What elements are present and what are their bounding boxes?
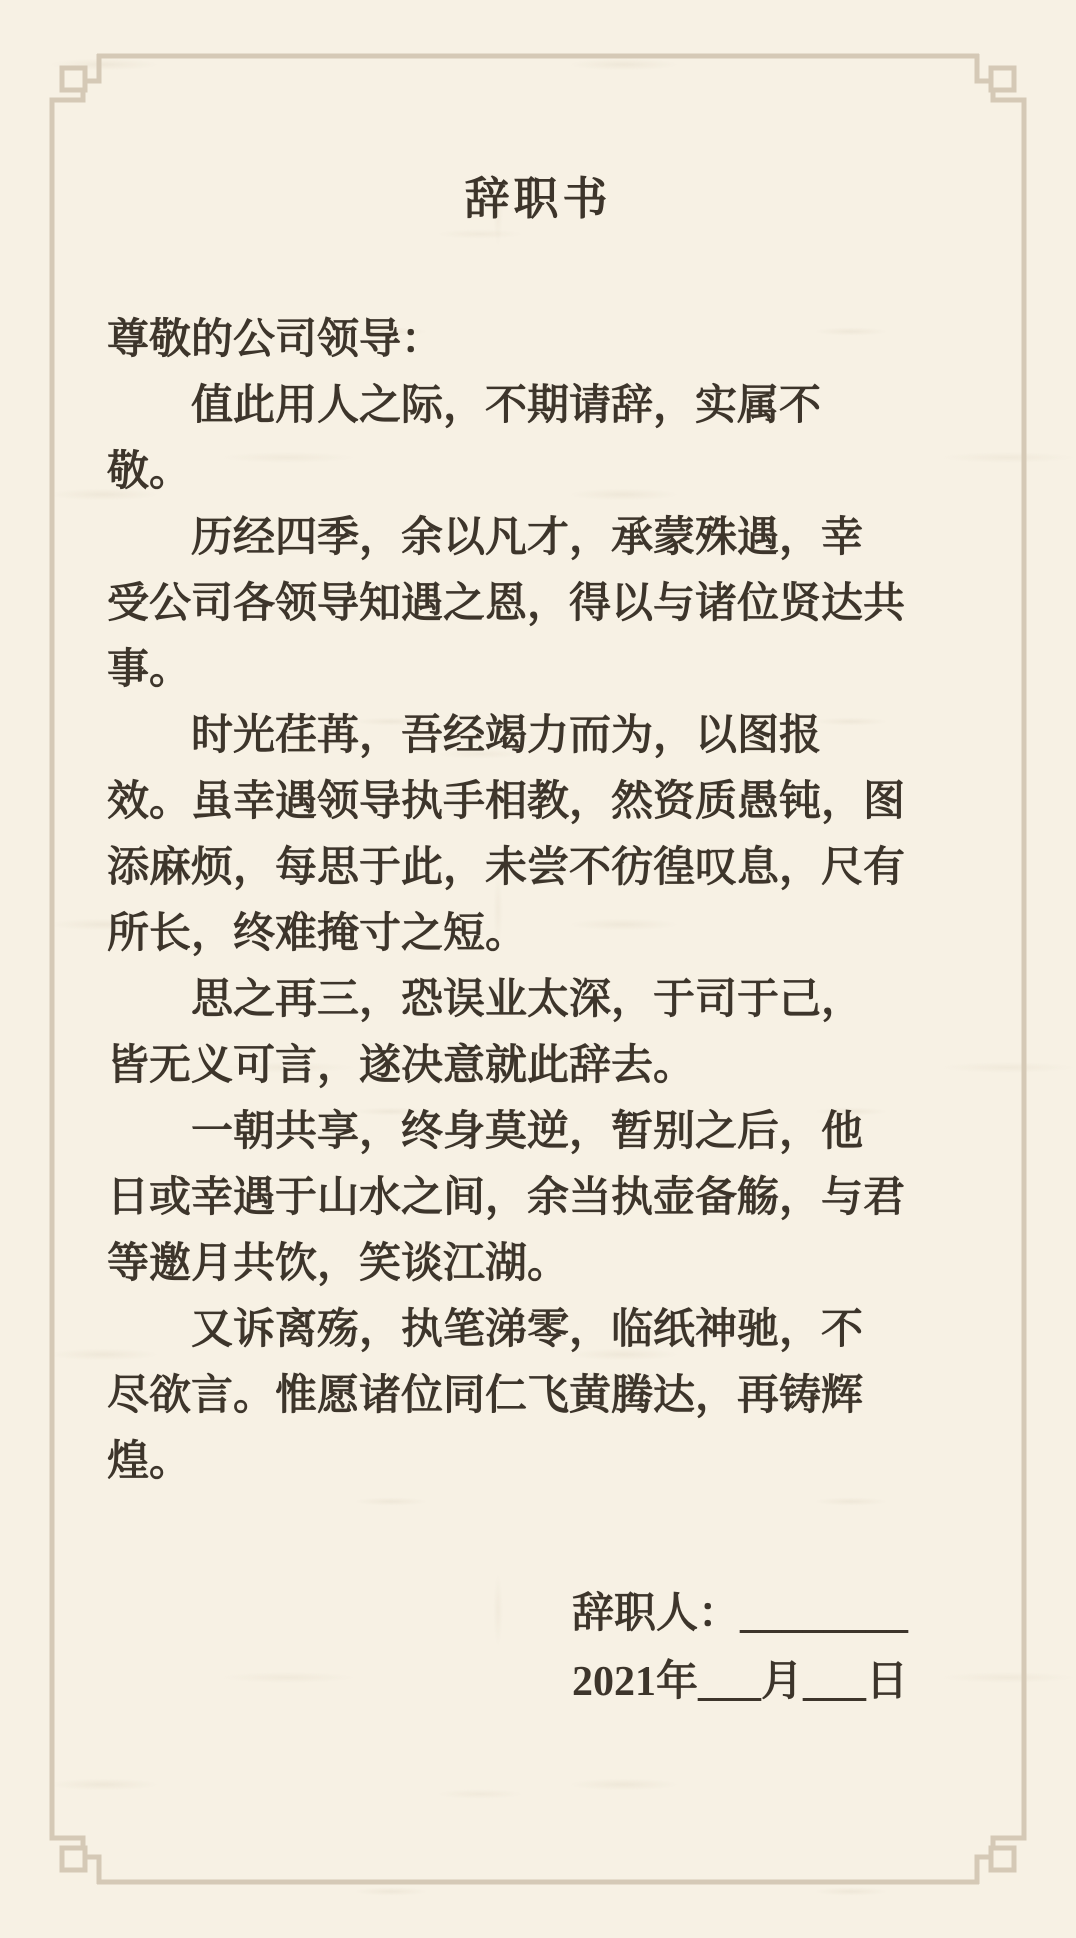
body-line: 尊敬的公司领导： bbox=[107, 317, 444, 363]
body-line: 敬。 bbox=[107, 449, 192, 495]
frame-corner-top-left bbox=[52, 54, 99, 104]
body-line: 煌。 bbox=[107, 1439, 192, 1485]
body-line: 值此用人之际，不期请辞，实属不 bbox=[107, 383, 822, 429]
letter-body bbox=[107, 307, 1007, 1495]
body-line: 又诉离殇，执笔涕零，临纸神驰，不 bbox=[107, 1307, 864, 1353]
body-line: 一朝共享，终身莫逆，暂别之后，他 bbox=[107, 1109, 864, 1155]
body-line: 日或幸遇于山水之间，余当执壶备觞，与君 bbox=[107, 1175, 906, 1221]
body-line: 效。虽幸遇领导执手相教，然资质愚钝，图 bbox=[107, 779, 906, 825]
body-line: 添麻烦，每思于此，未尝不彷徨叹息，尺有 bbox=[107, 845, 906, 891]
body-line: 事。 bbox=[107, 647, 192, 693]
body-line: 历经四季，余以凡才，承蒙殊遇，幸 bbox=[107, 515, 864, 561]
signer-line: 辞职人：________ bbox=[572, 1591, 909, 1637]
frame-corner-bottom-right bbox=[977, 1834, 1024, 1884]
frame-corner-bottom-left bbox=[52, 1834, 99, 1884]
date-line: 2021年___月___日 bbox=[572, 1659, 909, 1705]
body-line: 时光荏苒，吾经竭力而为，以图报 bbox=[107, 713, 822, 759]
body-line: 所长，终难掩寸之短。 bbox=[107, 911, 528, 957]
body-line: 尽欲言。惟愿诸位同仁飞黄腾达，再铸辉 bbox=[107, 1373, 864, 1419]
body-line: 等邀月共饮，笑谈江湖。 bbox=[107, 1241, 570, 1287]
body-line: 受公司各领导知遇之恩，得以与诸位贤达共 bbox=[107, 581, 906, 627]
signature-block bbox=[572, 1580, 908, 1716]
body-line: 思之再三，恐误业太深，于司于己， bbox=[107, 977, 864, 1023]
body-line: 皆无义可言，遂决意就此辞去。 bbox=[107, 1043, 696, 1089]
frame-corner-top-right bbox=[977, 54, 1024, 104]
letter-title: 辞职书 bbox=[464, 174, 612, 224]
